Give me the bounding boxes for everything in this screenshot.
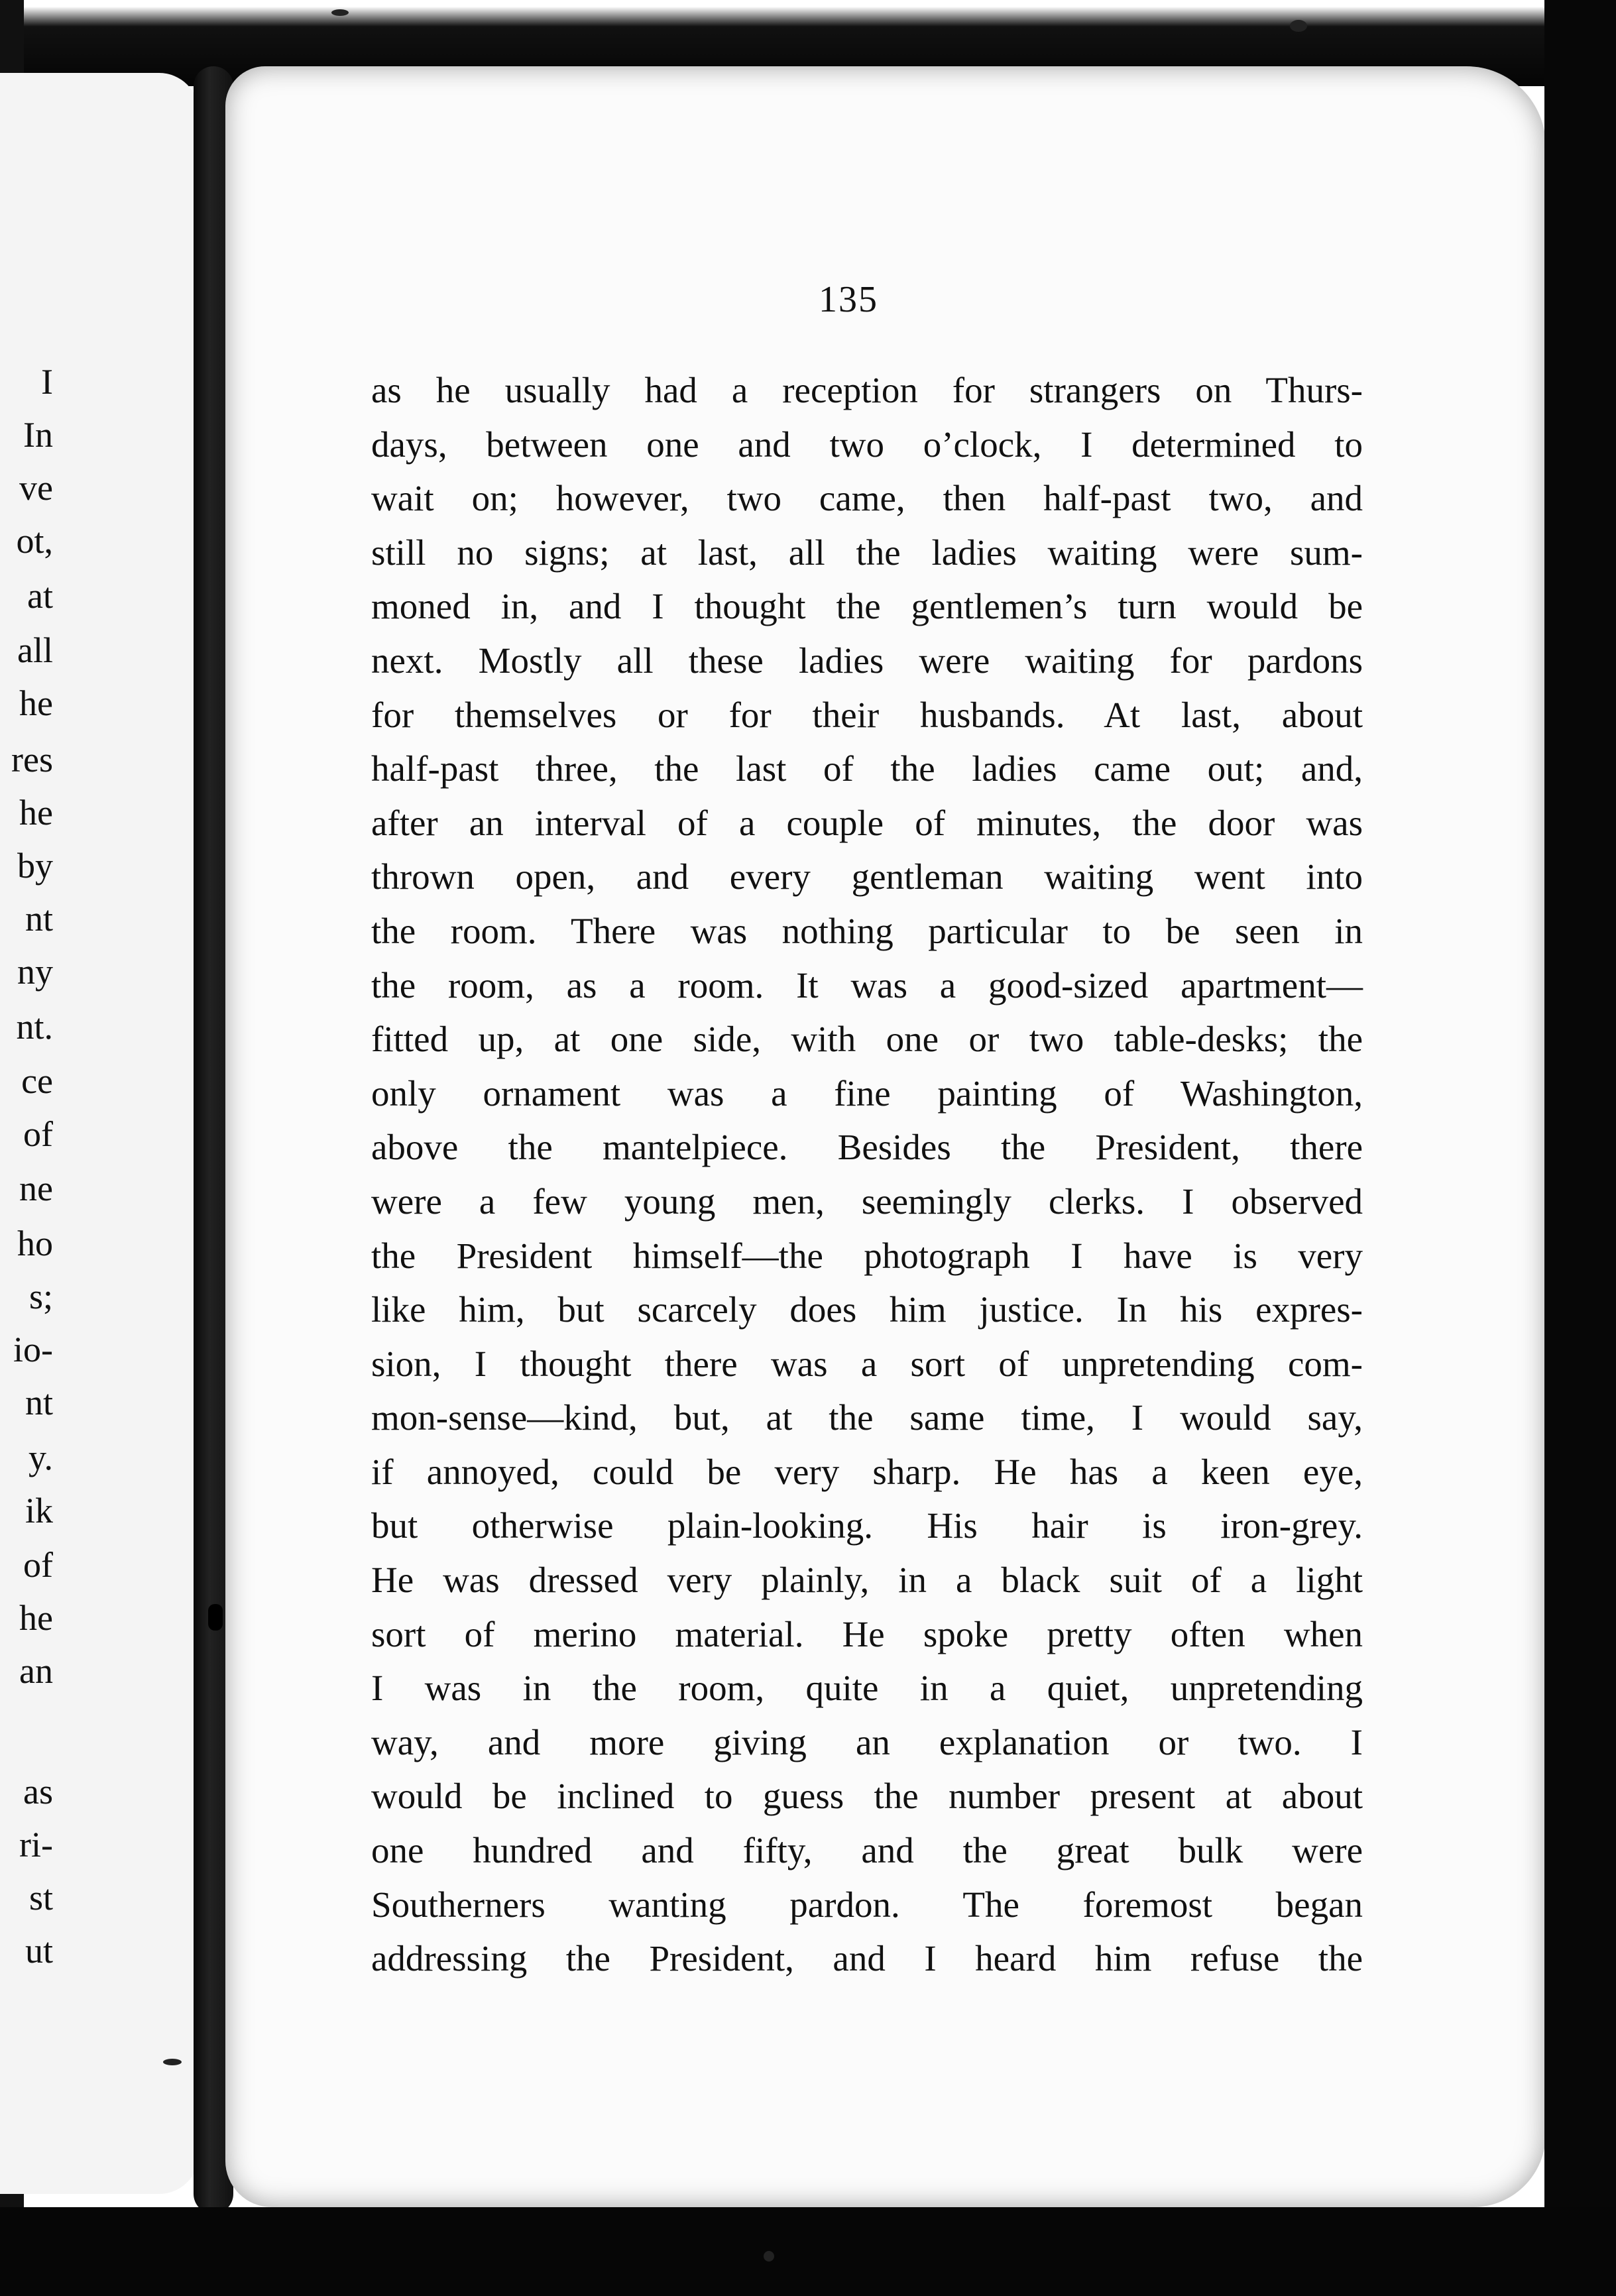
facing-page-fragment: ve	[19, 468, 53, 508]
scan-bottom-edge	[0, 2207, 1616, 2296]
facing-page-fragment: ho	[17, 1224, 53, 1263]
text-line: as he usually had a reception for strangers on Thurs-	[371, 370, 1363, 410]
facing-page-fragment: all	[17, 630, 53, 670]
facing-page-fragment: st	[29, 1878, 53, 1918]
facing-page-fragment: he	[19, 683, 53, 723]
facing-page-fragment: nt.	[16, 1007, 53, 1047]
text-line: moned in, and I thought the gentlemen’s turn would be	[371, 586, 1363, 627]
scan-right-edge	[1544, 0, 1616, 2296]
text-line: next. Mostly all these ladies were waiting for pardons	[371, 640, 1363, 681]
text-line: one hundred and fifty, and the great bulk were	[371, 1830, 1363, 1871]
text-line: the room. There was nothing particular to be seen in	[371, 910, 1363, 951]
text-line: He was dressed very plainly, in a black suit of a light	[371, 1560, 1363, 1601]
facing-page-fragment: ik	[25, 1491, 53, 1530]
facing-page-fragment: ce	[21, 1061, 53, 1101]
text-line: if annoyed, could be very sharp. He has a keen eye,	[371, 1451, 1363, 1492]
facing-page-fragment: ne	[19, 1169, 53, 1208]
text-line: would be inclined to guess the number present at about	[371, 1776, 1363, 1817]
page-body-text	[371, 363, 1363, 1986]
facing-page-fragment: he	[19, 1598, 53, 1638]
facing-page-fragment: res	[11, 740, 53, 779]
ink-speck	[1290, 20, 1307, 32]
text-line: I was in the room, quite in a quiet, unpretending	[371, 1668, 1363, 1709]
text-line: after an interval of a couple of minutes, the door was	[371, 802, 1363, 843]
text-line: addressing the President, and I heard him refuse the	[371, 1938, 1363, 1979]
text-line: fitted up, at one side, with one or two table-desks; the	[371, 1019, 1363, 1060]
facing-page-fragment: of	[23, 1545, 53, 1585]
text-line: above the mantelpiece. Besides the President, there	[371, 1127, 1363, 1168]
text-line: still no signs; at last, all the ladies waiting were sum-	[371, 532, 1363, 573]
facing-page-fragment: an	[19, 1651, 53, 1691]
facing-page-fragment: he	[19, 793, 53, 832]
text-line: thrown open, and every gentleman waiting went into	[371, 856, 1363, 897]
page-number: 135	[819, 279, 878, 320]
facing-page-fragment: of	[23, 1114, 53, 1154]
ink-speck	[163, 2059, 182, 2065]
text-line: like him, but scarcely does him justice. In his expres-	[371, 1289, 1363, 1330]
text-line: the President himself—the photograph I have is very	[371, 1235, 1363, 1276]
gutter-mark	[208, 1604, 223, 1631]
facing-page-fragment: ny	[17, 952, 53, 992]
text-line: sion, I thought there was a sort of unpretending com-	[371, 1343, 1363, 1384]
text-line: the room, as a room. It was a good-sized apartment—	[371, 964, 1363, 1005]
facing-page-fragment: as	[23, 1772, 53, 1811]
text-line: were a few young men, seemingly clerks. I observed	[371, 1180, 1363, 1222]
facing-page-fragment: nt	[25, 899, 53, 939]
text-line: days, between one and two o’clock, I determined to	[371, 424, 1363, 465]
text-line: mon-sense—kind, but, at the same time, I would say,	[371, 1397, 1363, 1438]
ink-speck	[764, 2251, 774, 2262]
text-line: way, and more giving an explanation or two. I	[371, 1721, 1363, 1762]
facing-page-fragment: at	[27, 576, 53, 616]
facing-page-fragment: ri-	[19, 1825, 53, 1865]
text-line: only ornament was a fine painting of Washington,	[371, 1072, 1363, 1114]
facing-page-fragment: y.	[29, 1438, 53, 1477]
text-line: sort of merino material. He spoke pretty often when	[371, 1613, 1363, 1654]
ink-speck	[331, 9, 349, 16]
facing-page-fragment: by	[17, 846, 53, 886]
facing-page-fragment: s;	[29, 1277, 53, 1316]
facing-page-fragment: In	[23, 415, 53, 455]
text-line: but otherwise plain-looking. His hair is iron-grey.	[371, 1505, 1363, 1546]
facing-page-fragment: I	[41, 362, 53, 402]
text-line: for themselves or for their husbands. At last, about	[371, 694, 1363, 735]
facing-page-fragment: ot,	[16, 521, 53, 561]
text-line: wait on; however, two came, then half-past two, and	[371, 478, 1363, 519]
text-line: Southerners wanting pardon. The foremost began	[371, 1884, 1363, 1925]
facing-page-fragment: nt	[25, 1383, 53, 1422]
facing-page-fragment: ut	[25, 1931, 53, 1971]
text-line: half-past three, the last of the ladies came out; and,	[371, 748, 1363, 789]
facing-page-fragment: io-	[13, 1330, 53, 1369]
